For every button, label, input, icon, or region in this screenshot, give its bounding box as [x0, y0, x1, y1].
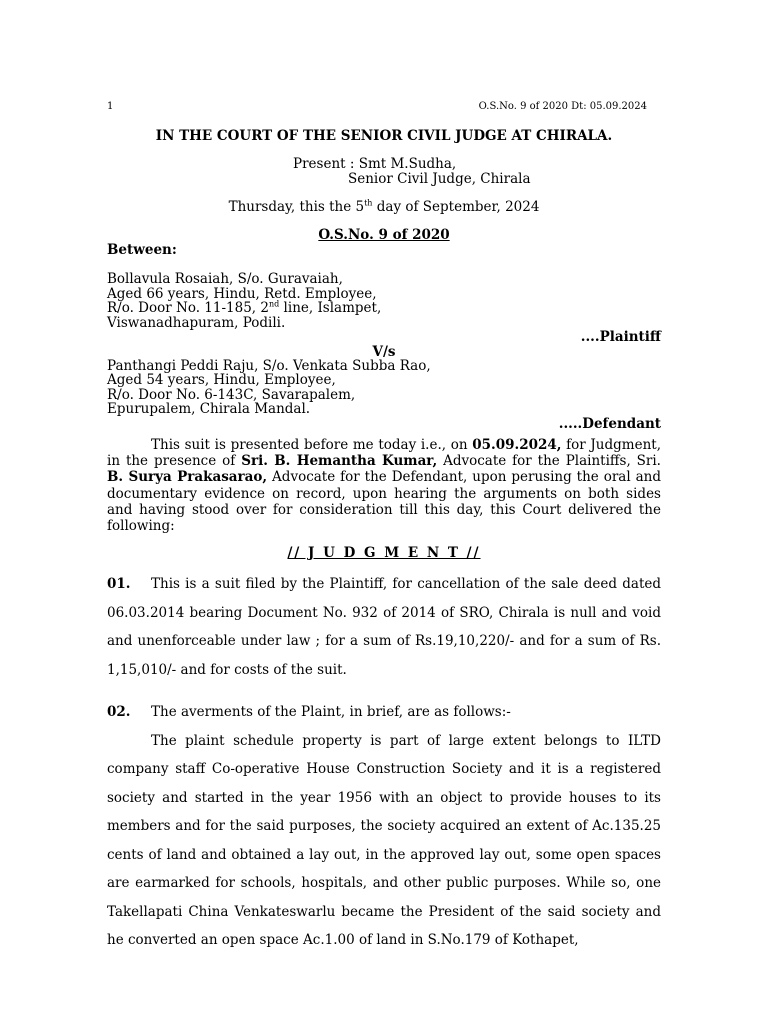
- plaintiff-address: [107, 301, 661, 316]
- intro-text-1: This suit is presented before me today i.e., on: [151, 437, 473, 453]
- defendant-role: .....Defendant: [558, 415, 661, 432]
- judgment-heading: // J U D G M E N T //: [287, 545, 481, 562]
- paragraph-01-number: 01.: [107, 576, 131, 593]
- paragraph-01: [107, 570, 661, 684]
- case-number: O.S.No. 9 of 2020: [318, 227, 450, 243]
- paragraph-02-number: 02.: [107, 704, 131, 721]
- date-text-after: day of September, 2024: [372, 199, 540, 215]
- plaintiff-address-before: R/o. Door No. 11-185, 2: [107, 300, 269, 316]
- versus-label: V/s: [372, 343, 396, 360]
- case-reference: O.S.No. 9 of 2020 Dt: 05.09.2024: [478, 101, 647, 112]
- paragraph-01-text: This is a suit filed by the Plaintiff, for cancellation of the sale deed dated 06.03.2014 bearing Document No. 932 of 2014 of SRO, Chirala is null and void and unenforceable under law ; for a sum of Rs.19,10,220/- and for a sum of Rs. 1,15,010/- and for costs of the suit.: [107, 576, 661, 678]
- defendant-name: Panthangi Peddi Raju, S/o. Venkata Subba Rao,: [107, 357, 431, 374]
- plaintiff-name: Bollavula Rosaiah, S/o. Guravaiah,: [107, 271, 343, 287]
- intro-defendant-advocate: B. Surya Prakasarao,: [107, 469, 268, 486]
- page-number: 1: [107, 101, 114, 112]
- plaintiff-details: [107, 272, 661, 330]
- plaintiff-place: Viswanadhapuram, Podili.: [107, 314, 286, 331]
- plaintiff-age: Aged 66 years, Hindu, Retd. Employee,: [107, 285, 377, 302]
- plaintiff-role: ....Plaintiff: [580, 329, 661, 345]
- plaintiff-address-after: line, Islampet,: [279, 300, 382, 316]
- paragraph-02: [107, 698, 661, 727]
- present-line-2: Senior Civil Judge, Chirala: [348, 171, 531, 187]
- paragraph-02-text: The averments of the Plaint, in brief, are as follows:-: [151, 704, 511, 721]
- present-line-1: Present : Smt M.Sudha,: [293, 156, 457, 172]
- date-ordinal: th: [364, 198, 373, 208]
- presiding-judge: [107, 157, 661, 187]
- intro-paragraph: [107, 437, 661, 534]
- defendant-age: Aged 54 years, Hindu, Employee,: [107, 372, 336, 388]
- intro-text-4: Advocate for the Defendant, upon perusing the oral and documentary evidence on record, upon hearing the arguments on both sides and having stood over for consideration till this day, this Court delivered the following:: [107, 469, 661, 535]
- defendant-place: Epurupalem, Chirala Mandal.: [107, 401, 311, 417]
- paragraph-spacer: [107, 684, 661, 698]
- paragraph-02-body: The plaint schedule property is part of large extent belongs to ILTD company staff Co-operative House Construction Society and it is a registered society and started in the year 1956 with an object to provide houses to its members and for the said purposes, the society acquired an extent of Ac.135.25 cents of land and obtained a lay out, in the approved lay out, some open spaces are earmarked for schools, hospitals, and other public purposes. While so, one Takellapati China Venkateswarlu became the President of the said society and he converted an open space Ac.1.00 of land in S.No.179 of Kothapet,: [107, 732, 661, 949]
- intro-text-3: Advocate for the Plaintiffs, Sri.: [437, 453, 661, 470]
- intro-date: 05.09.2024,: [472, 437, 562, 453]
- between-label: Between:: [107, 242, 177, 258]
- date-text-before: Thursday, this the 5: [228, 199, 365, 215]
- judgment-date: [107, 199, 661, 215]
- plaintiff-address-sup: nd: [268, 299, 280, 309]
- defendant-details: [107, 359, 661, 417]
- document-body: [107, 128, 661, 955]
- defendant-address: R/o. Door No. 6-143C, Savarapalem,: [107, 386, 356, 403]
- intro-text-2: for Judgment, in the presence of: [107, 437, 661, 470]
- court-title: IN THE COURT OF THE SENIOR CIVIL JUDGE AT CHIRALA.: [155, 128, 613, 144]
- intro-plaintiff-advocate: Sri. B. Hemantha Kumar,: [241, 453, 438, 470]
